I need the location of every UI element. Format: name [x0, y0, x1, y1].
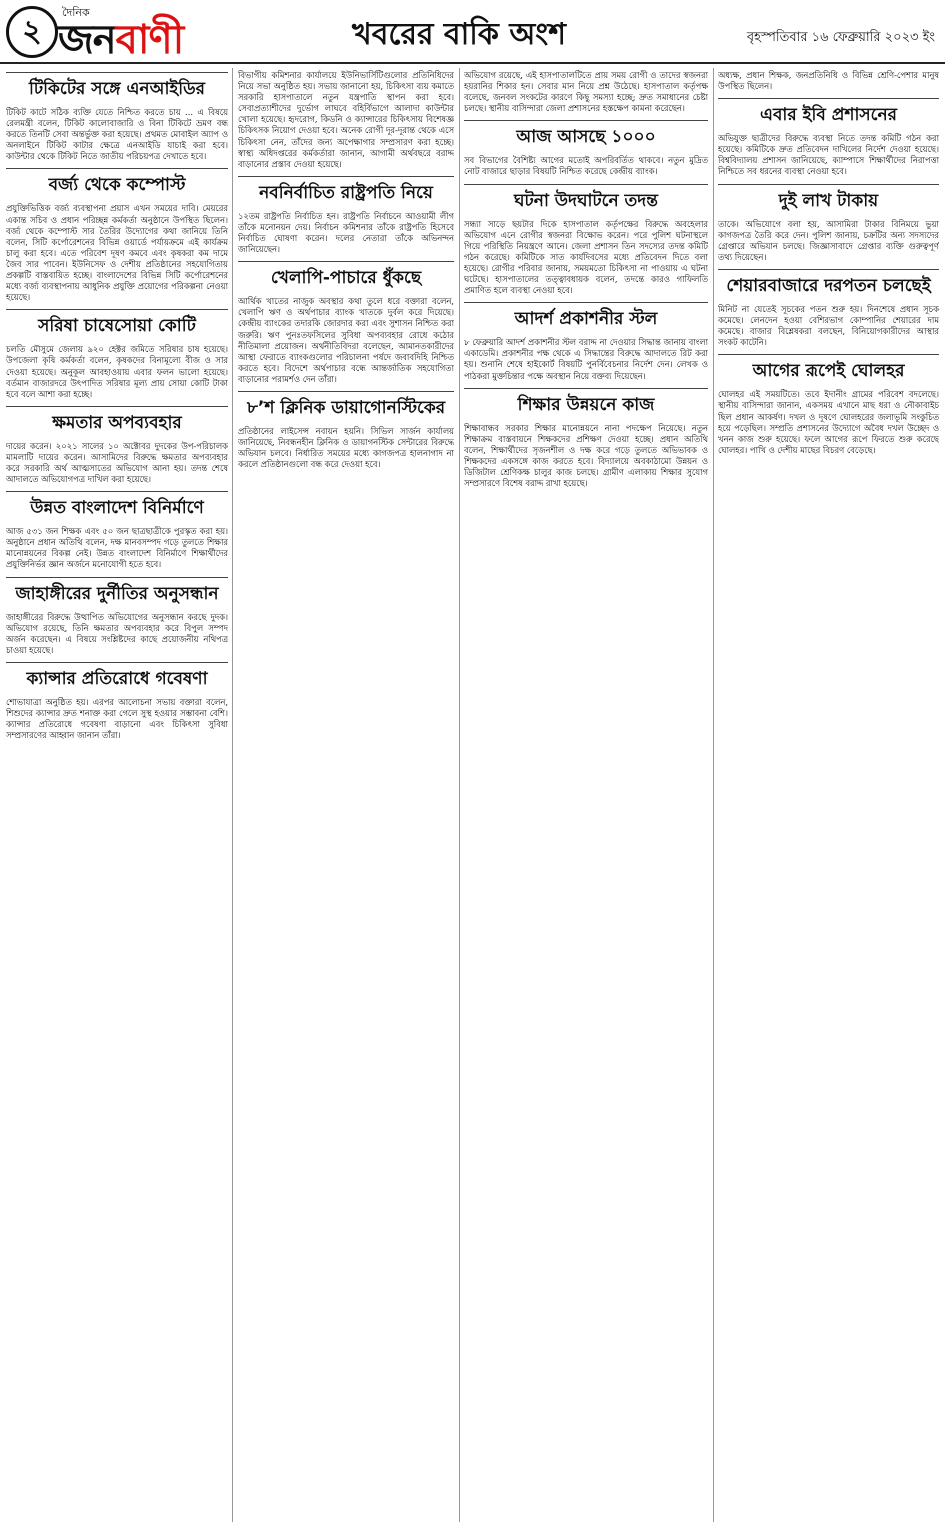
article-headline: ঘটনা উদঘাটনে তদন্ত: [464, 184, 708, 216]
section-title: খবরের বাকি অংশ: [352, 17, 566, 52]
article-body: অভিযুক্ত ছাত্রীদের বিরুদ্ধে ব্যবস্থা নিতে তদন্ত কমিটি গঠন করা হয়েছে। কমিটিকে দ্রুত প্রতিবেদন দাখিলের নির্দেশ দেওয়া হয়েছে। বিশ্ববিদ্যালয় প্রশাসন জানিয়েছে, ক্যাম্পাসে শিক্ষার্থীদের নিরাপত্তা নিশ্চিতে সব ধরনের ব্যবস্থা নেওয়া হবে।: [718, 133, 939, 177]
article-body: আজ ৫৩১ জন শিক্ষক এবং ৫০ জন ছাত্রছাত্রীকে পুরস্কৃত করা হয়। অনুষ্ঠানে প্রধান অতিথি বলেন, দক্ষ মানবসম্পদ গড়ে তুলতে শিক্ষার মানোন্নয়নের বিকল্প নেই। উন্নত বাংলাদেশ বিনির্মাণে শিক্ষার্থীদের প্রযুক্তিনির্ভর জ্ঞান অর্জনে মনোযোগী হতে হবে।: [6, 526, 228, 570]
article: [238, 391, 454, 470]
dateline: বৃহস্পতিবার ১৬ ফেব্রুয়ারি ২০২৩ ইং: [746, 30, 935, 45]
article-body: অভিযোগ রয়েছে, এই হাসপাতালটিতে প্রায় সময় রোগী ও তাদের স্বজনরা হয়রানির শিকার হন। সেবার মান নিয়ে প্রশ্ন উঠেছে। হাসপাতাল কর্তৃপক্ষ বলেছে, জনবল সংকটের কারণে কিছু সমস্যা হচ্ছে; দ্রুত সমাধানের চেষ্টা চলছে। স্থানীয় বাসিন্দারা জেলা প্রশাসনের হস্তক্ষেপ কামনা করেছেন।: [464, 70, 708, 114]
column-rule: [713, 68, 714, 1522]
article-headline: এবার ইবি প্রশাসনের: [718, 98, 939, 130]
article-headline: শিক্ষার উন্নয়নে কাজ: [464, 388, 708, 420]
article: [464, 184, 708, 297]
article-body: সব বিভাগের বৈশিষ্ট্য আগের মতোই অপরিবর্তিত থাকবে। নতুন মুদ্রিত নোট বাজারে ছাড়ার বিষয়টি নিশ্চিত করেছে কেন্দ্রীয় ব্যাংক।: [464, 155, 708, 177]
article-headline: ক্যান্সার প্রতিরোধে গবেষণা: [6, 662, 228, 694]
article: [464, 70, 708, 114]
article-body: ১২তম রাষ্ট্রপতি নির্বাচিত হন। রাষ্ট্রপতি নির্বাচনে আওয়ামী লীগ তাঁকে মনোনয়ন দেয়। নির্বাচন কমিশনার তাঁকে রাষ্ট্রপতি হিসেবে নির্বাচিত ঘোষণা করেন। দলের নেতারা তাঁকে অভিনন্দন জানিয়েছেন।: [238, 210, 454, 255]
article-headline: সরিষা চাষেসোয়া কোটি: [6, 309, 228, 341]
article: [238, 70, 454, 170]
article: [464, 302, 708, 381]
article-body: বিভাগীয় কমিশনার কার্যালয়ে ইউনিভার্সিটিগুলোর প্রতিনিধিদের নিয়ে সভা অনুষ্ঠিত হয়। সভায় জানানো হয়, চিকিৎসা ব্যয় কমাতে সরকারি হাসপাতালে নতুন যন্ত্রপাতি স্থাপন করা হবে। সেবাপ্রত্যাশীদের দুর্ভোগ লাঘবে বহির্বিভাগে আলাদা কাউন্টার খোলা হয়েছে। হৃদরোগ, কিডনি ও ক্যান্সারের চিকিৎসায় বিশেষজ্ঞ চিকিৎসক নিয়োগ দেওয়া হবে। অনেক রোগী দূর-দূরান্ত থেকে এসে চিকিৎসা নেন, তাঁদের জন্য অপেক্ষাগার সম্প্রসারণ করা হচ্ছে। স্বাস্থ্য অধিদপ্তরের কর্মকর্তারা জানান, আগামী অর্থবছরে বরাদ্দ বাড়ানোর প্রস্তাব দেওয়া হয়েছে।: [238, 70, 454, 169]
article-headline: নবনির্বাচিত রাষ্ট্রপতি নিয়ে: [238, 176, 454, 208]
article: [238, 176, 454, 255]
article: [6, 662, 228, 741]
paper-name-a: জন: [58, 17, 116, 63]
article: [718, 70, 939, 92]
article-headline: আদর্শ প্রকাশনীর স্টল: [464, 302, 708, 334]
paper-name-b: বাণী: [115, 17, 184, 63]
paper-prefix: দৈনিক: [62, 6, 90, 19]
article: [718, 184, 939, 263]
article-headline: শেয়ারবাজারে দরপতন চলছেই: [718, 269, 939, 301]
column-rule: [232, 68, 233, 1522]
article-body: প্রযুক্তিভিত্তিক বর্জ্য ব্যবস্থাপনা প্রয়াস এখন সময়ের দাবি। মেয়রের একান্ত সচিব ও প্রধান পরিচ্ছন্ন কর্মকর্তা অনুষ্ঠানে উপস্থিত ছিলেন। বর্জ্য থেকে কম্পোস্ট সার তৈরির উদ্যোগের কথা জানিয়ে তিনি বলেন, সিটি কর্পোরেশনের বিভিন্ন ওয়ার্ডে পর্যায়ক্রমে এই কার্যক্রম চালু করা হবে। এতে পরিবেশ দূষণ কমবে এবং কৃষকরা কম দামে জৈব সার পাবেন। ইউনিসেফ ও দেশীয় প্রতিষ্ঠানের সহযোগিতায় প্রকল্পটি বাস্তবায়িত হচ্ছে। বাংলাদেশের বিভিন্ন সিটি কর্পোরেশনের মধ্যে বর্জ্য ব্যবস্থাপনায় আধুনিক প্রযুক্তি প্রয়োগের পরিকল্পনা নেওয়া হয়েছে।: [6, 203, 228, 303]
article-body: প্রতিষ্ঠানের লাইসেন্স নবায়ন হয়নি। সিভিল সার্জন কার্যালয় জানিয়েছে, নিবন্ধনহীন ক্লিনিক ও ডায়াগনস্টিক সেন্টারের বিরুদ্ধে অভিযান চলবে। নির্ধারিত সময়ের মধ্যে কাগজপত্র হালনাগাদ না করলে প্রতিষ্ঠানগুলো বন্ধ করে দেওয়া হবে।: [238, 425, 454, 470]
article-headline: বর্জ্য থেকে কম্পোস্ট: [6, 168, 228, 200]
article-body: মিনিট না যেতেই সূচকের পতন শুরু হয়। দিনশেষে প্রধান সূচক কমেছে। লেনদেন হওয়া বেশিরভাগ কোম্পানির শেয়ারের দাম কমেছে। বাজার বিশ্লেষকরা বলছেন, বিনিয়োগকারীদের আস্থার সংকট কাটেনি।: [718, 303, 939, 348]
article-headline: টিকিটের সঙ্গে এনআইডির: [6, 72, 228, 104]
article-headline: উন্নত বাংলাদেশ বিনির্মাণে: [6, 491, 228, 523]
article: [6, 309, 228, 399]
article-headline: দুই লাখ টাকায়: [718, 184, 939, 216]
article-body: জাহাঙ্গীরের বিরুদ্ধে উত্থাপিত অভিযোগের অনুসন্ধান করছে দুদক। অভিযোগ রয়েছে, তিনি ক্ষমতার অপব্যবহার করে বিপুল সম্পদ অর্জন করেছেন। এ বিষয়ে সংশ্লিষ্টদের কাছে প্রয়োজনীয় নথিপত্র চাওয়া হয়েছে।: [6, 611, 228, 655]
article: [6, 577, 228, 656]
article-body: সন্ধ্যা সাড়ে ছয়টার দিকে হাসপাতাল কর্তৃপক্ষের বিরুদ্ধে অবহেলার অভিযোগ এনে রোগীর স্বজনরা বিক্ষোভ করেন। পরে পুলিশ ঘটনাস্থলে গিয়ে পরিস্থিতি নিয়ন্ত্রণে আনে। জেলা প্রশাসন তিন সদস্যের তদন্ত কমিটি গঠন করেছে। কমিটিকে সাত কার্যদিবসের মধ্যে প্রতিবেদন দিতে বলা হয়েছে। রোগীর পরিবার জানায়, সময়মতো চিকিৎসা না পাওয়ায় এ ঘটনা ঘটেছে। হাসপাতালের তত্ত্বাবধায়ক বলেন, তদন্তে কারও গাফিলতি প্রমাণিত হলে ব্যবস্থা নেওয়া হবে।: [464, 218, 708, 296]
article-headline: আজ আসছে ১০০০: [464, 120, 708, 152]
article: [6, 491, 228, 570]
article-headline: ৮’শ ক্লিনিক ডায়াগোনস্টিকের: [238, 391, 454, 423]
article-body: তাকে। অভিযোগে বলা হয়, আসামিরা টাকার বিনিময়ে ভুয়া কাগজপত্র তৈরি করে দেন। পুলিশ জানায়, চক্রটির অন্য সদস্যদের গ্রেপ্তারে অভিযান চলছে। জিজ্ঞাসাবাদে গ্রেপ্তার ব্যক্তি গুরুত্বপূর্ণ তথ্য দিয়েছেন।: [718, 218, 939, 262]
article-body: ৮ ফেব্রুয়ারি আদর্শ প্রকাশনীর স্টল বরাদ্দ না দেওয়ার সিদ্ধান্ত জানায় বাংলা একাডেমি। প্রকাশনীর পক্ষ থেকে এ সিদ্ধান্তের বিরুদ্ধে আদালতে রিট করা হয়। শুনানি শেষে হাইকোর্ট বিষয়টি পুনর্বিবেচনার নির্দেশ দেন। লেখক ও পাঠকরা মুক্তচিন্তার পক্ষে অবস্থান নিয়ে বক্তব্য দিয়েছেন।: [464, 337, 708, 381]
article: [718, 354, 939, 456]
article: [718, 98, 939, 177]
column-4: [718, 70, 939, 1522]
column-3: [464, 70, 708, 1522]
article-body: আর্থিক খাতের নাজুক অবস্থার কথা তুলে ধরে বক্তারা বলেন, খেলাপি ঋণ ও অর্থপাচার ব্যাংক খাতকে দুর্বল করে দিয়েছে। কেন্দ্রীয় ব্যাংকের তদারকি জোরদার করা এবং সুশাসন নিশ্চিত করা জরুরি। ঋণ পুনঃতফসিলের সুবিধা অপব্যবহার রোধে কঠোর নীতিমালা প্রয়োজন। অর্থনীতিবিদরা বলেছেন, আমানতকারীদের আস্থা ফেরাতে ব্যাংকগুলোর পরিচালনা পর্ষদে জবাবদিহি নিশ্চিত করতে হবে। বিদেশে অর্থপাচার বন্ধে আন্তর্জাতিক সহযোগিতা বাড়ানোর পরামর্শও দেন তাঁরা।: [238, 296, 454, 384]
article: [6, 168, 228, 303]
article-body: টিকিট কাটে সঠিক ব্যক্তি যেতে নিশ্চিত করতে চায় ... এ বিষয়ে রেলমন্ত্রী বলেন, টিকিট কালোবাজারি ও বিনা টিকিটে ভ্রমণ বন্ধ করতে তিনটি সেবা অন্তর্ভুক্ত করা হয়েছে। প্রথমত মোবাইল অ্যাপ ও অনলাইনে টিকিট কাটার ক্ষেত্রে এনআইডি যাচাই করা হবে। কাউন্টার থেকে টিকিট নিতে জাতীয় পরিচয়পত্র দেখাতে হবে।: [6, 107, 228, 162]
article: [464, 120, 708, 177]
article-body: অধ্যক্ষ, প্রধান শিক্ষক, জনপ্রতিনিধি ও বিভিন্ন শ্রেণি-পেশার মানুষ উপস্থিত ছিলেন।: [718, 70, 939, 92]
article-body: দায়ের করেন। ২০২১ সালের ১০ অক্টোবর দুদকের উপ-পরিচালক মামলাটি দায়ের করেন। আসামিদের বিরুদ্ধে ক্ষমতার অপব্যবহার করে সরকারি অর্থ আত্মসাতের অভিযোগ আনা হয়। তদন্ত শেষে আদালতে অভিযোগপত্র দাখিল করা হয়েছে।: [6, 440, 228, 485]
article-headline: ক্ষমতার অপব্যবহার: [6, 406, 228, 438]
column-1: [6, 70, 228, 1522]
article: [6, 72, 228, 162]
article-body: শোভাযাত্রা অনুষ্ঠিত হয়। এরপর আলোচনা সভায় বক্তারা বলেন, শিশুদের ক্যান্সার দ্রুত শনাক্ত করা গেলে সুস্থ হওয়ার সম্ভাবনা বেশি। ক্যান্সার প্রতিরোধে গবেষণা বাড়ানো এবং চিকিৎসা সুবিধা সম্প্রসারণের আহ্বান জানান তাঁরা।: [6, 696, 228, 741]
article: [718, 269, 939, 348]
page-number: ২: [6, 6, 58, 58]
article: [6, 406, 228, 485]
masthead: [0, 0, 945, 64]
column-rule: [459, 68, 460, 1522]
article: [464, 388, 708, 490]
paper-logo: [58, 8, 183, 75]
article-headline: আগের রূপেই ঘোলহর: [718, 354, 939, 386]
article-body: চলতি মৌসুমে জেলায় ৯২০ হেক্টর জমিতে সরিষার চাষ হয়েছে। উপজেলা কৃষি কর্মকর্তা বলেন, কৃষকদের বিনামূল্যে বীজ ও সার দেওয়া হয়েছে। অনুকূল আবহাওয়ায় এবার ফলন ভালো হয়েছে। বর্তমান বাজারদরে উৎপাদিত সরিষার মূল্য প্রায় সোয়া কোটি টাকা হবে বলে আশা করা হচ্ছে।: [6, 344, 228, 399]
article-headline: খেলাপি-পাচারে ধুঁকছে: [238, 261, 454, 293]
article-body: ঘোলহর এই সময়টিতে। তবে ইদানীং গ্রামের পরিবেশ বদলেছে। স্থানীয় বাসিন্দারা জানান, একসময় এখানে মাছ ধরা ও নৌকাবাইচ ছিল প্রধান আকর্ষণ। দখল ও দূষণে ঘোলহরের জলাভূমি সংকুচিত হয়ে পড়েছিল। সম্প্রতি প্রশাসনের উদ্যোগে অবৈধ দখল উচ্ছেদ ও খনন কাজ শুরু হয়েছে। ফলে আগের রূপে ফিরতে শুরু করেছে ঘোলহর। পাখি ও দেশীয় মাছের বিচরণ বেড়েছে।: [718, 389, 939, 455]
column-2: [238, 70, 454, 1522]
article-headline: জাহাঙ্গীরের দুর্নীতির অনুসন্ধান: [6, 577, 228, 609]
article: [238, 261, 454, 385]
article-body: শিক্ষাবান্ধব সরকার শিক্ষার মানোন্নয়নে নানা পদক্ষেপ নিয়েছে। নতুন শিক্ষাক্রম বাস্তবায়নে শিক্ষকদের প্রশিক্ষণ দেওয়া হচ্ছে। প্রধান অতিথি বলেন, শিক্ষার্থীদের সৃজনশীল ও দক্ষ করে গড়ে তুলতে অভিভাবক ও শিক্ষকদের একসঙ্গে কাজ করতে হবে। বিদ্যালয়ে অবকাঠামো উন্নয়ন ও ডিজিটাল শ্রেণিকক্ষ চালুর কাজ চলছে। গ্রামীণ এলাকায় শিক্ষার সুযোগ সম্প্রসারণে বিশেষ বরাদ্দ রাখা হয়েছে।: [464, 422, 708, 489]
